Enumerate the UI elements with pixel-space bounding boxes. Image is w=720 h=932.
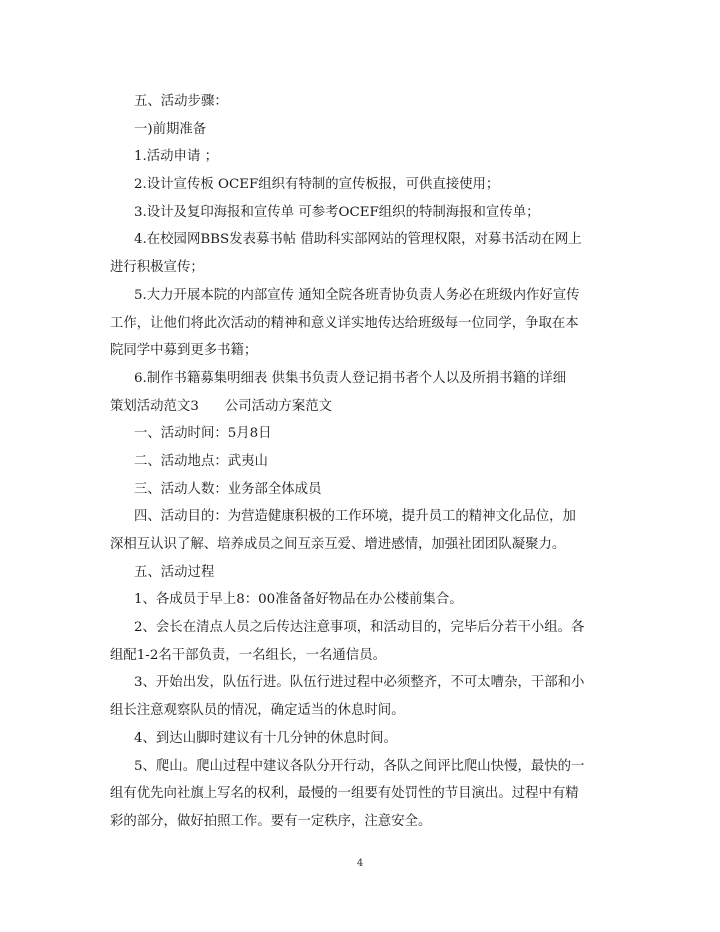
- text-line: 二、活动地点：武夷山: [134, 453, 268, 469]
- text-line: 5、爬山。爬山过程中建议各队分开行动，各队之间评比爬山快慢，最快的一: [134, 758, 585, 774]
- text-line: 5.大力开展本院的内部宣传 通知全院各班青协负责人务必在班级内作好宣传: [134, 287, 580, 303]
- text-line: 3.设计及复印海报和宣传单 可参考OCEF组织的特制海报和宣传单；: [134, 204, 540, 220]
- text-line: 6.制作书籍募集明细表 供集书负责人登记捐书者个人以及所捐书籍的详细: [134, 370, 567, 386]
- page-number: 4: [356, 858, 364, 869]
- text-line: 4.在校园网BBS发表募书帖 借助科实部网站的管理权限，对募书活动在网上: [134, 232, 582, 248]
- text-line: 组有优先向社旗上写名的权利，最慢的一组要有处罚性的节目演出。过程中有精: [110, 786, 579, 802]
- document-body: [110, 88, 610, 836]
- text-line: 组配1-2名干部负责，一名组长，一名通信员。: [110, 647, 386, 663]
- text-line: 工作，让他们将此次活动的精神和意义详实地传达给班级每一位同学，争取在本: [110, 315, 579, 331]
- text-line: 深相互认识了解、培养成员之间互亲互爱、增进感情，加强社团团队凝聚力。: [110, 537, 566, 552]
- text-line: 3、开始出发，队伍行进。队伍行进过程中必须整齐，不可太嘈杂，干部和小: [134, 675, 585, 691]
- text-line: 2.设计宣传板 OCEF组织有特制的宣传板报，可供直接使用；: [134, 177, 500, 193]
- text-line: 1、各成员于早上8：00准备备好物品在办公楼前集合。: [134, 592, 463, 608]
- text-line: 1.活动申请 ；: [134, 149, 218, 165]
- text-segment: 公司活动方案范文: [224, 398, 332, 414]
- text-line: 进行积极宣传；: [110, 260, 204, 276]
- text-line: 五、活动步骤：: [134, 94, 228, 109]
- text-line: [110, 393, 610, 421]
- text-line: 四、活动目的：为营造健康积极的工作环境，提升员工的精神文化品位，加: [134, 509, 576, 525]
- text-line: 院同学中募到更多书籍；: [110, 343, 258, 359]
- text-line: 三、活动人数：业务部全体成员: [134, 481, 322, 497]
- text-line: 一、活动时间：5月8日: [134, 426, 272, 442]
- text-line: 4、到达山脚时建议有十几分钟的休息时间。: [134, 730, 397, 746]
- text-line: 五、活动过程: [134, 564, 215, 580]
- text-line: 2、会长在清点人员之后传达注意事项，和活动目的，完毕后分若干小组。各: [134, 620, 585, 636]
- text-line: 彩的部分，做好拍照工作。要有一定秩序，注意安全。: [110, 813, 432, 829]
- text-segment: 策划活动范文3: [110, 398, 199, 414]
- text-line: 组长注意观察队员的情况，确定适当的休息时间。: [110, 703, 405, 719]
- text-line: 一)前期准备: [134, 121, 207, 137]
